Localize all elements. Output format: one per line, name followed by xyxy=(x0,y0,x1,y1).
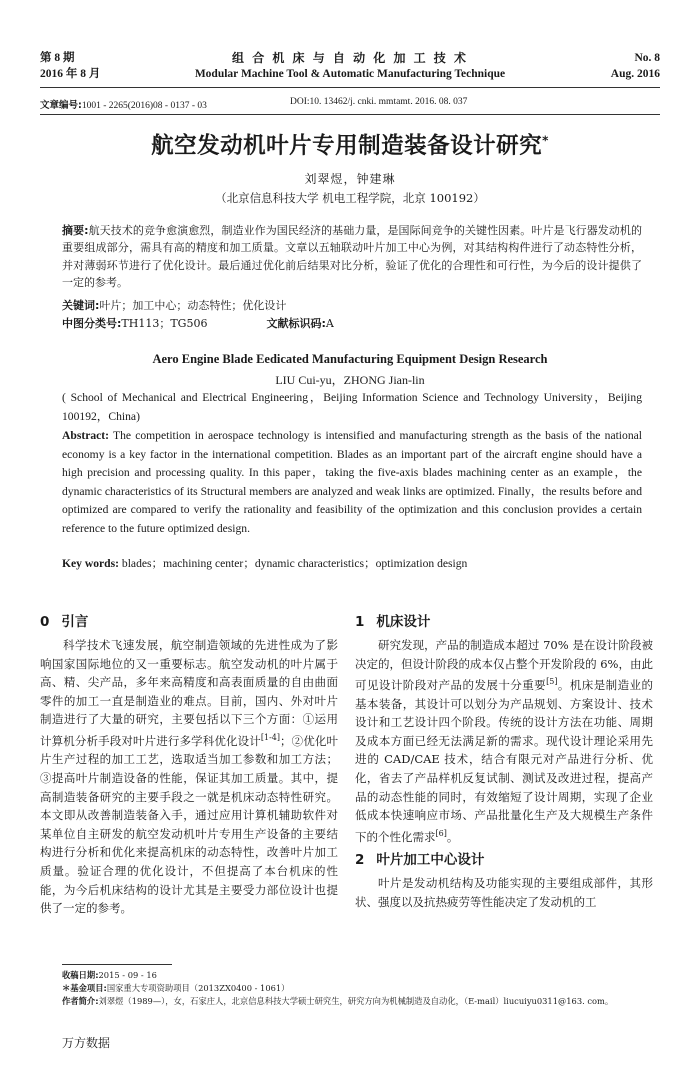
footnote-author xyxy=(62,995,613,1008)
left-column xyxy=(40,612,338,918)
fund-label: ＊基金项目: xyxy=(62,983,107,993)
paper-title-text: 航空发动机叶片专用制造装备设计研究 xyxy=(151,133,543,159)
section-2-number: 2 xyxy=(355,852,365,869)
english-title: Aero Engine Blade Eedicated Manufacturing Equipment Design Research xyxy=(152,352,548,366)
english-authors: LIU Cui-yu，ZHONG Jian-lin xyxy=(275,373,425,387)
abstract-cn-label: 摘要: xyxy=(62,224,89,237)
classification-line xyxy=(62,315,334,331)
s1-text-c: 。 xyxy=(446,829,459,844)
ref-1-4: [1-4] xyxy=(260,732,280,742)
section-2-title: 叶片加工中心设计 xyxy=(376,852,485,869)
doi: DOI:10. 13462/j. cnki. mmtamt. 2016. 08. 037 xyxy=(290,97,468,107)
section-0-heading xyxy=(40,612,338,632)
running-header xyxy=(40,50,660,90)
watermark: 万方数据 xyxy=(62,1036,111,1050)
clc-code: TH113；TG506 xyxy=(121,317,208,330)
english-affiliation: ( School of Mechanical and Electrical Engineering，Beijing Information Science and Technology University，Beijing 100192，China) xyxy=(62,391,642,423)
section-1-number: 1 xyxy=(355,614,365,630)
section-0-number: 0 xyxy=(40,614,50,630)
fund-text: 国家重大专项资助项目（2013ZX0400 - 1061） xyxy=(106,983,290,993)
title-footnote-mark: * xyxy=(542,133,549,148)
section-1-title: 机床设计 xyxy=(376,614,431,630)
s0-text-a: 科学技术飞速发展，航空制造领域的先进性成为了影响国家国际地位的又一重要标志。航空发动机的叶片属于高、精、尖产品，多年来高精度和高表面质量的自由曲面零件的加工一直是制造业的难点。目前，国内、外对叶片制造进行了大量的研究，主要包括以下三个方面：①运用计算机分析手段对叶片进行多学科优化设计 xyxy=(40,638,338,748)
english-abstract xyxy=(62,427,642,539)
header-rule xyxy=(40,87,660,88)
s1-text-a: 研究发现，产品的制造成本超过 70% 是在设计阶段被决定的，但设计阶段的成本仅占整个开发阶段的 6%，由此可见设计阶段对产品的发展十分重要 xyxy=(355,638,653,693)
received-label: 收稿日期: xyxy=(62,970,99,980)
section-2-paragraph: 叶片是发动机结构及功能实现的主要组成部件，其形状、强度以及抗热疲劳等性能决定了发动机的工 xyxy=(355,876,653,909)
year-month-cn: 2016 年 8 月 xyxy=(40,68,101,80)
received-date: 2015 - 09 - 16 xyxy=(98,970,157,980)
article-no: 1001 - 2265(2016)08 - 0137 - 03 xyxy=(81,101,207,111)
doc-code: A xyxy=(325,317,334,330)
journal-title-cn: 组 合 机 床 与 自 动 化 加 工 技 术 xyxy=(232,51,468,65)
section-0-paragraph xyxy=(40,636,338,918)
english-abstract-label: Abstract: xyxy=(62,429,110,442)
date-en: Aug. 2016 xyxy=(610,68,660,80)
header-right xyxy=(611,50,660,82)
english-abstract-text: The competition in aerospace technology is intensified and manufacturing strength as the basis of the national economy is a key factor in the international competition. Blades as an important part of the aircraft engine should have a high precision and processing quality. In this paper，taking the five-axis blades machining center as an example，the dynamic characteristics of its Structural members are analyzed and weak links are optimized. Finally，the results before and optimized are compared to verify the rationality and feasibility of the optimization and this conclusion provides a certain reference to the future optimized design. xyxy=(62,429,642,535)
authors-cn: 刘翠煜，钟建琳 xyxy=(304,172,396,186)
header-center xyxy=(40,50,660,82)
section-1-paragraph xyxy=(355,636,653,846)
right-column xyxy=(355,612,653,911)
clc-label: 中图分类号: xyxy=(62,317,122,330)
issue-cn: 第 8 期 xyxy=(40,52,75,64)
english-keywords xyxy=(62,555,642,574)
doc-code-label: 文献标识码: xyxy=(266,317,326,330)
section-2-heading xyxy=(355,850,653,870)
section-0-title: 引言 xyxy=(61,614,89,630)
author-bio-label: 作者简介: xyxy=(62,996,99,1006)
affiliation-cn: （北京信息科技大学 机电工程学院，北京 100192） xyxy=(215,191,485,205)
paper-title xyxy=(0,128,700,160)
abstract-cn-text: 航天技术的竞争愈演愈烈，制造业作为国民经济的基础力量，是国际间竞争的关键性因素。叶片是飞行器发动机的重要组成部分，需具有高的精度和加工质量。文章以五轴联动叶片加工中心为例，对其结构构件进行了动态特性分析，并对薄弱环节进行了优化设计。最后通过优化前后结果对比分析，验证了优化的合理性和可行性，为今后的设计提供了一定的参考。 xyxy=(62,224,642,290)
s1-text-b: 。机床是制造业的基本装备，其设计可以划分为产品规划、方案设计、技术设计和工艺设计四个阶段。传统的设计方法在功能、周期及成本方面已经无法满足新的需求。现代设计理论采用先进的 CAD/CAE 技术，结合有限元对产品进行分析、优化，省去了产品样机反复试制、测试及改进过程，提高产品的动态性能的同时，有效缩短了设计周期，实现了企业低成本快速响应市场、产品批量化生产及大规模生产条件下的个性化需求 xyxy=(355,678,654,844)
ref-6: [6] xyxy=(435,828,447,838)
section-1-heading xyxy=(355,612,653,632)
issue-en: No. 8 xyxy=(634,52,660,64)
footnote-rule xyxy=(62,964,172,965)
article-meta xyxy=(40,97,468,111)
author-bio-text: 刘翠煜（1989—），女，石家庄人，北京信息科技大学硕士研究生，研究方向为机械制造及自动化，（E-mail）liucuiyu0311@163. com。 xyxy=(98,996,614,1006)
article-no-label: 文章编号: xyxy=(40,100,82,111)
journal-title-en: Modular Machine Tool & Automatic Manufacturing Technique xyxy=(194,68,506,80)
s0-text-b: ；②优化叶片生产过程的加工工艺，选取适当加工参数和加工方法；③提高叶片制造设备的性能，保证其加工质量。其中，提高制造装备研究的主要手段之一就是机床动态特性研究。本文即从改善制造装备入手，通过应用计算机辅助软件对某单位自主研发的航空发动机叶片专用生产设备的主要结构进行分析和优化来提高机床的动态特性，改善叶片加工质量。验证合理的优化设计，不但提高了本台机床的性能，为今后机床结构的设计尤其是主要受力部位设计也提供了一定的参考。 xyxy=(40,733,338,916)
english-keywords-text: blades；machining center；dynamic characteristics；optimization design xyxy=(121,557,468,570)
abstract-cn xyxy=(62,222,642,292)
meta-rule xyxy=(40,114,660,115)
keywords-cn xyxy=(62,297,286,313)
english-keywords-label: Key words: xyxy=(62,557,119,570)
footnote-received xyxy=(62,969,157,982)
keywords-cn-label: 关键词: xyxy=(62,299,100,312)
keywords-cn-text: 叶片；加工中心；动态特性；优化设计 xyxy=(99,299,287,312)
footnote-fund xyxy=(62,982,289,995)
ref-5: [5] xyxy=(546,677,558,687)
